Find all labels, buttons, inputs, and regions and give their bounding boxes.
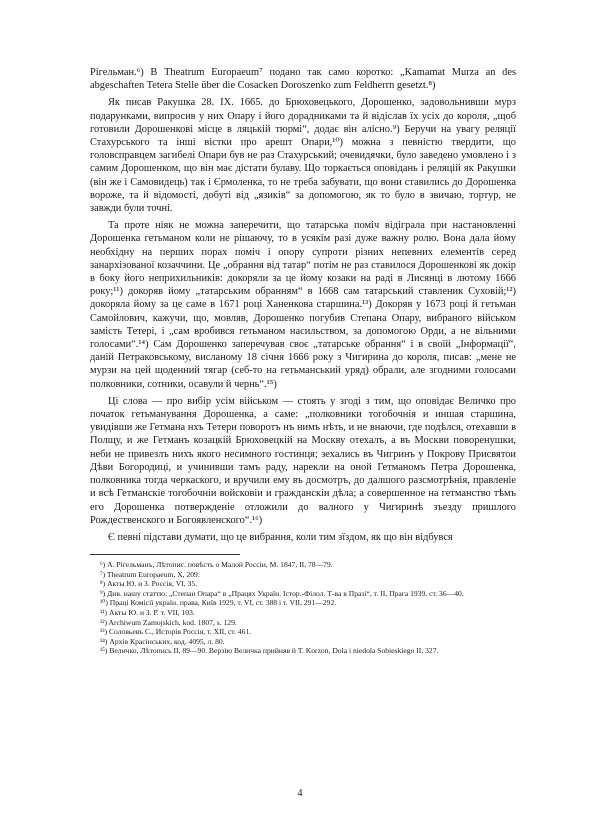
body-text	[90, 66, 516, 544]
footnote: ¹⁴) Архів Красінських, код. 4095, л. 80.	[100, 636, 225, 646]
footnote: ¹³) Соловьевъ С., Исторія Россія, т. XII, ст. 461.	[100, 627, 252, 637]
footnote: ¹⁵) Величко, Лѣтопись II, 89—90. Верзію Величка прийняв й T. Korzon, Dola i niedola Sobieskiego II, 327.	[100, 646, 439, 656]
footnote: ¹¹) Акты Ю. и З. Р. т. VII, 103.	[100, 608, 195, 618]
footnote: ⁹) Див. нашу статтю: „Степан Опара“ в „Працях Україн. Істор.-Філол. Т-ва в Празі“, т. II, Прага 1939, ст. 36—40.	[100, 588, 464, 598]
footnote: ¹²) Archiwum Zamojskich, kod. 1807, s. 129.	[100, 617, 237, 627]
paragraph: Ці слова — про вибір усім військом — стоять у згоді з тим, що оповідає Величко про початок гетьманування Дорошенка, а саме: „полковники тогобочнія и иншая старшина, увидівши же Гетмана нхъ Тетери поворотъ нъ нимъ нѣть, и не внаючи, где подѣлся, отехавши в Полщу, и же Гетманъ козацкій Брюховецкій на Москву отехалъ, а въ Москви поворенушки, нeби не привезлъ нихъ якого несимного гостинця; зехались въ Чигринъ у Покрову Присвятои Дѣви Богородиці, и учинивши тамъ раду, нарекли на оной Гетманомъ Петра Дорошенка, полковника тогда черкаского, и вручили ему въ досмотръ, до далшого разсмотрѣнія, правленіе и всѣ Гетманскіе тогобочніи войсковіи и гражданскіи дѣла; а совершенное на гетманство тѣмъ его Дорошенка потвержденіе отложили до валного у Чигиринѣ зъезду пришлого Рождественского и Богоявленского“.¹⁶)	[90, 395, 516, 526]
footnote: ⁶) А. Рігельманъ, Лѣтопис. повѣсть о Малой Россіи, М. 1847, II, 78—79.	[100, 560, 333, 570]
paragraph: Рігельман.⁶) В Theatrum Europaeum⁷ подано так само коротко: „Kamamat Murza an des abgeschaften Tetera Stelle über die Cosacken Doroszenko zum Feldherrn gesetzt.⁸)	[90, 67, 516, 92]
footnote: ⁸) Акты Ю. и З. Россія, VI, 35.	[100, 579, 198, 589]
footnote-divider	[90, 554, 240, 555]
paragraph: Та проте ніяк не можна заперечити, що татарська поміч відіграла при настановленні Дорошенка гетьманом коли не рішаючу, то в усякім разі дуже важну ролю. Вона дала йому необхідну на перших порах поміч і опору супроти різних непевних елементів серед занархізованої козаччини. Це „обрання від татар“ потім не раз ставилося Дорошенкові як докір в боку його неприхильників: докоряли за це йому козаки на раді в Лисянці в лютому 1666 року;¹¹) докоряв йому „татарським обранням“ в 1668 сам татарський ставленик Суховій;¹²) докоряла йому за це саме в 1671 році Ханенкова старшина.¹³) Докоряв у 1673 році й гетьман Самойлович, кажучи, що, мовляв, Дорошенко погубив Степана Опару, вибраного військом замість Тетері, і „сам вробився гетьманом насильством, за допомогою Орди, а не вільними голосами“.¹⁴) Сам Дорошенко заперечував своє „татарське обрання“ і в своїй „Інформації“, даній Петраковському, висланому 18 січня 1666 року з Чигирина до короля, писав: „мене не мурзи на цей щоденний тягар (себ-то на гетьманський уряд) обрали, але згодними голосами полковники, сотники, осавули й чернь“.¹⁵)	[90, 220, 516, 390]
paragraph: Є певні підстави думати, що це вибрання, коли тим зїздом, як що він відбувся	[108, 531, 453, 543]
footnote: ¹⁰) Праці Комісії україн. права, Київ 1929, т. VI, ст. 388 і т. VII, 291—292.	[100, 598, 337, 608]
paragraph: Як писав Ракушка 28. IX. 1665. до Брюховецького, Дорошенко, задовольнивши мурз подарунками, випросив у них Опару і його дорадниками та й відіслав їх усіх до короля, „щоб готовили Дорошенкові місце в ляцькій тюрмі“, додає він алісно.⁹) Беручи на увагу реляції Стахурського та інші вістки про арешт Опари,¹⁰) можна з певністю твердити, що головсправцем загибелі Опари був не раз Стахурський; очевидячки, було заведено умовлено і з самим Дорошенком, що він має дістати булаву. Що торкається оповідань і реляцій як Ракушки (він же і Самовидець) так і Єрмоленка, то не треба забувати, що вони ставились до Дорошенка вороже, та й відомості, добуті від „язиків“ за допомогою, як то було в звичаю, тортур, не завжди були точні.	[90, 97, 516, 215]
footnote: ⁷) Theatrum Europaeum, X, 209.	[100, 569, 200, 579]
footnotes	[90, 560, 516, 656]
page-number: 4	[297, 788, 303, 799]
